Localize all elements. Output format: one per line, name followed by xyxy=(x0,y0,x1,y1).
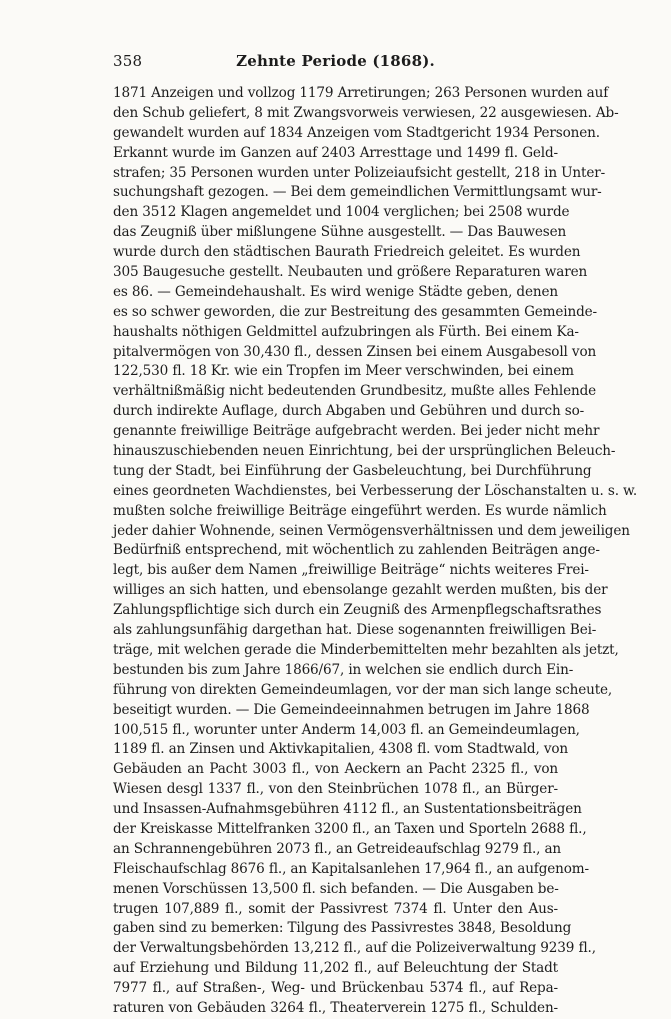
text-line: williges an sich hatten, und ebensolange gezahlt werden mußten, bis der xyxy=(113,582,608,599)
text-line: tung der Stadt, bei Einführung der Gasbeleuchtung, bei Durchführung xyxy=(113,462,592,479)
text-line: den 3512 Klagen angemeldet und 1004 verglichen; bei 2508 wurde xyxy=(113,204,570,221)
text-line: menen Vorschüssen 13,500 fl. sich befanden. — Die Ausgaben be- xyxy=(113,880,559,897)
text-line: durch indirekte Auflage, durch Abgaben und Gebühren und durch so- xyxy=(113,403,585,420)
text-line: gewandelt wurden auf 1834 Anzeigen vom Stadtgericht 1934 Personen. xyxy=(113,124,600,141)
text-line: es so schwer geworden, die zur Bestreitung des gesammten Gemeinde- xyxy=(113,303,598,320)
text-line: genannte freiwillige Beiträge aufgebracht werden. Bei jeder nicht mehr xyxy=(113,423,600,440)
text-line: 305 Baugesuche gestellt. Neubauten und größere Reparaturen waren xyxy=(113,264,588,281)
text-line: das Zeugniß über mißlungene Sühne ausgestellt. — Das Bauwesen xyxy=(113,224,567,241)
text-line: hinauszuschiebenden neuen Einrichtung, bei der ursprünglichen Beleuch- xyxy=(113,443,616,460)
text-line: Gebäuden an Pacht 3003 fl., von Aeckern an Pacht 2325 fl., von xyxy=(113,761,558,778)
text-line: Bedürfniß entsprechend, mit wöchentlich zu zahlenden Beiträgen ange- xyxy=(113,542,600,559)
text-line: bestunden bis zum Jahre 1866/67, in welchen sie endlich durch Ein- xyxy=(113,661,574,678)
text-line: auf Erziehung und Bildung 11,202 fl., auf Beleuchtung der Stadt xyxy=(113,960,558,977)
text-line: 122,530 fl. 18 Kr. wie ein Tropfen im Meer verschwinden, bei einem xyxy=(113,363,574,380)
text-line: beseitigt wurden. — Die Gemeindeeinnahmen betrugen im Jahre 1868 xyxy=(113,701,590,718)
text-line: raturen von Gebäuden 3264 fl., Theaterverein 1275 fl., Schulden- xyxy=(113,999,558,1016)
text-line: suchungshaft gezogen. — Bei dem gemeindlichen Vermittlungsamt wur- xyxy=(113,184,602,201)
text-line: pitalvermögen von 30,430 fl., dessen Zinsen bei einem Ausgabesoll von xyxy=(113,343,597,360)
text-line: mußten solche freiwillige Beiträge eingeführt werden. Es wurde nämlich xyxy=(113,502,607,519)
text-line: der Kreiskasse Mittelfranken 3200 fl., an Taxen und Sporteln 2688 fl., xyxy=(113,820,587,837)
text-line: strafen; 35 Personen wurden unter Polizeiaufsicht gestellt, 218 in Unter- xyxy=(113,164,606,181)
text-line: 1871 Anzeigen und vollzog 1179 Arretirungen; 263 Personen wurden auf xyxy=(113,85,609,101)
text-line: Erkannt wurde im Ganzen auf 2403 Arresttage und 1499 fl. Geld- xyxy=(113,144,558,161)
text-line: gaben sind zu bemerken: Tilgung des Passivrestes 3848, Besoldung xyxy=(113,920,572,937)
text-line: 100,515 fl., worunter unter Anderm 14,003 fl. an Gemeindeumlagen, xyxy=(113,721,580,738)
text-line: es 86. — Gemeindehaushalt. Es wird wenige Städte geben, denen xyxy=(113,283,558,300)
text-line: 7977 fl., auf Straßen-, Weg- und Brückenbau 5374 fl., auf Repa- xyxy=(113,980,558,997)
text-line: haushalts nöthigen Geldmittel aufzubringen als Fürth. Bei einem Ka- xyxy=(113,323,579,340)
text-line: jeder dahier Wohnende, seinen Vermögensverhältnissen und dem jeweiligen xyxy=(113,522,630,539)
text-line: legt, bis außer dem Namen „freiwillige Beiträge“ nichts weiteres Frei- xyxy=(113,562,589,579)
text-line: als zahlungsunfähig dargethan hat. Diese sogenannten freiwilligen Bei- xyxy=(113,622,597,639)
text-line: wurde durch den städtischen Baurath Friedreich geleitet. Es wurden xyxy=(113,244,581,261)
text-line: Fleischaufschlag 8676 fl., an Kapitalsanlehen 17,964 fl., an aufgenom- xyxy=(113,860,589,877)
text-line: und Insassen-Aufnahmsgebühren 4112 fl., an Sustentationsbeiträgen xyxy=(113,801,582,818)
running-title: Zehnte Periode (1868). xyxy=(236,52,435,70)
text-line: verhältnißmäßig nicht bedeutenden Grundbesitz, mußte alles Fehlende xyxy=(113,383,597,400)
text-line: an Schrannengebühren 2073 fl., an Getreideaufschlag 9279 fl., an xyxy=(113,840,562,857)
text-line: trugen 107,889 fl., somit der Passivrest 7374 fl. Unter den Aus- xyxy=(113,900,558,917)
text-line: den Schub geliefert, 8 mit Zwangsvorweis verwiesen, 22 ausgewiesen. Ab- xyxy=(113,104,619,121)
text-line: 1189 fl. an Zinsen und Aktivkapitalien, 4308 fl. vom Stadtwald, von xyxy=(113,741,568,758)
text-line: führung von direkten Gemeindeumlagen, vor der man sich lange scheute, xyxy=(113,681,613,698)
text-line: der Verwaltungsbehörden 13,212 fl., auf die Polizeiverwaltung 9239 fl., xyxy=(113,940,596,957)
page-number: 358 xyxy=(113,52,143,70)
page-header xyxy=(113,52,558,82)
text-line: eines geordneten Wachdienstes, bei Verbesserung der Löschanstalten u. s. w. xyxy=(113,482,638,499)
text-line: träge, mit welchen gerade die Minderbemittelten mehr bezahlten als jetzt, xyxy=(113,641,619,658)
text-line: Zahlungspflichtige sich durch ein Zeugniß des Armenpflegschaftsrathes xyxy=(113,602,602,619)
text-line: Wiesen desgl 1337 fl., von den Steinbrüchen 1078 fl., an Bürger- xyxy=(113,781,558,798)
body-text xyxy=(113,84,638,1019)
